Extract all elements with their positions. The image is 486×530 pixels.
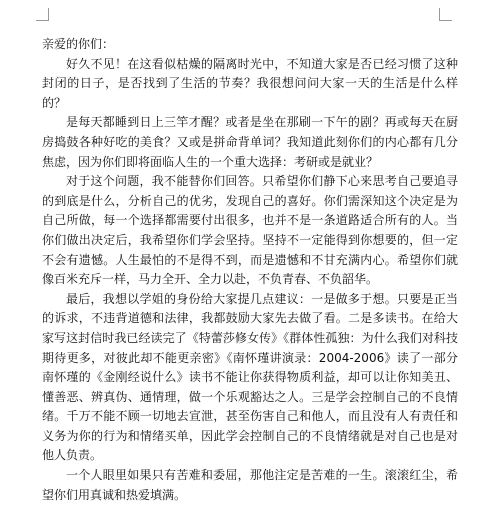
letter-paragraph: 最后，我想以学姐的身份给大家提几点建议：一是做多于想。只要是正当的诉求，不违背道德和法律，我都鼓励大家先去做了看。二是多读书。在给大家写这封信时我已经读完了《特蕾莎修女传》《群体性孤独：为什么我们对科技期待更多，对彼此却不能更亲密》《南怀瑾讲演录：2004-2006》读了一部分南怀瑾的《金刚经说什么》读书不能让你获得物质利益，却可以让你知美丑、懂善恶、辨真伪、通情理，做一个乐观豁达之人。三是学会控制自己的不良情绪。千万不能不顾一切地去宣泄，甚至伤害自己和他人，而且没有人有责任和义务为你的行为和情绪买单，因此学会控制自己的不良情绪就是对自己也是对他人负责。 — [42, 291, 458, 463]
letter-body — [42, 35, 458, 505]
margin-crop-mark-left — [36, 8, 49, 21]
letter-paragraph: 是每天都睡到日上三竿才醒？或者是坐在那刷一下午的剧？再或每天在厨房捣鼓各种好吃的美食？又或是拼命背单词？我知道此刻你们的内心都有几分焦虑，因为你们即将面临人生的一个重大选择：考研或是就业？ — [42, 115, 458, 169]
margin-crop-mark-right — [439, 8, 452, 21]
letter-greeting: 亲爱的你们： — [42, 37, 115, 51]
letter-paragraph: 好久不见！在这看似枯燥的隔离时光中，不知道大家是否已经习惯了这种封闭的日子，是否找到了生活的节奏？我很想问问大家一天的生活是什么样的？ — [42, 56, 458, 110]
letter-paragraph: 一个人眼里如果只有苦难和委屈，那他注定是苦难的一生。滚滚红尘，希望你们用真诚和热爱填满。 — [42, 468, 458, 502]
letter-paragraph: 对于这个问题，我不能替你们回答。只希望你们静下心来思考自己要追寻的到底是什么，分析自己的优劣，发现自己的喜好。你们需深知这个决定是为自己所做，每一个选择都需要付出很多，也并不是一条道路适合所有的人。当你们做出决定后，我希望你们学会坚持。坚持不一定能得到你想要的，但一定不会有遗憾。人生最怕的不是得不到，而是遗憾和不甘充满内心。希望你们就像百米充斥一样，马力全开、全力以赴，不负青春、不负韶华。 — [42, 174, 458, 287]
